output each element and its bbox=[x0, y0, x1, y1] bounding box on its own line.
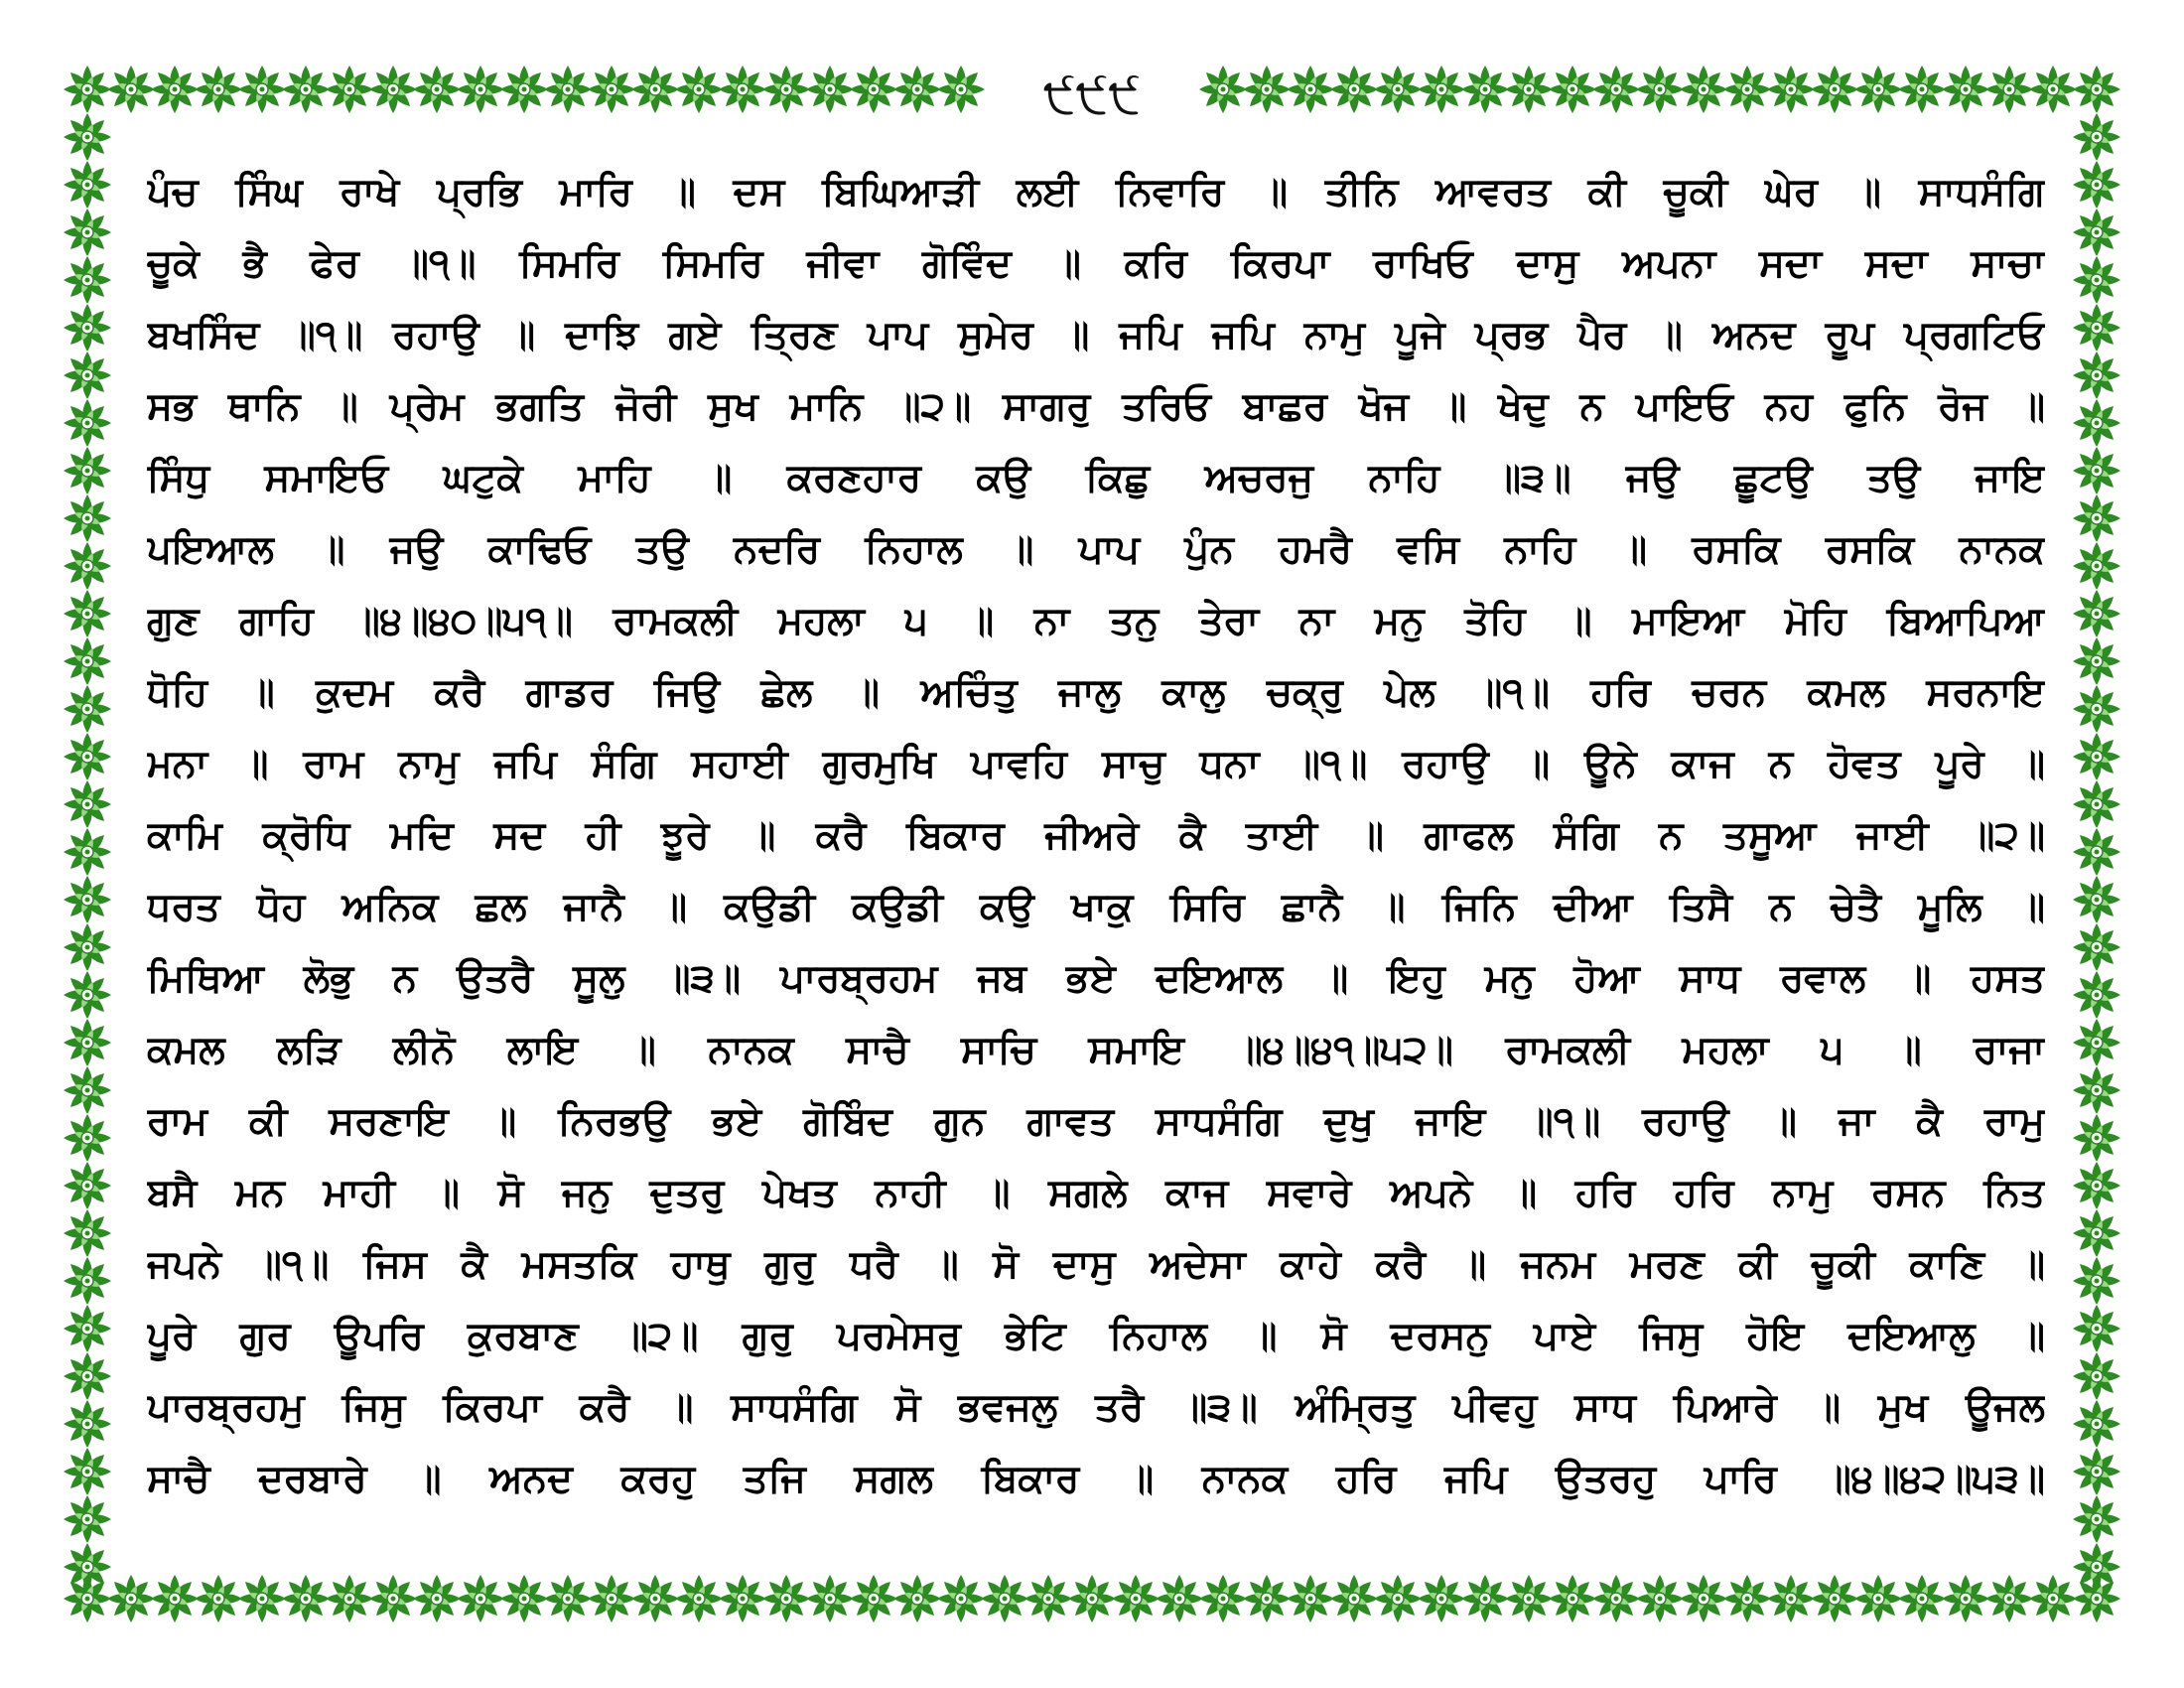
flower-icon bbox=[238, 66, 286, 113]
flower-icon bbox=[2073, 1495, 2120, 1543]
text-line: ਪੰਚ ਸਿੰਘ ਰਾਖੇ ਪ੍ਰਭਿ ਮਾਰਿ ॥ ਦਸ ਬਿਘਿਆੜੀ ਲਈ ਨਿਵਾਰਿ ॥ ਤੀਨਿ ਆਵਰਤ ਕੀ ਚੂਕੀ ਘੇਰ ॥ ਸਾਧਸੰਗਿ bbox=[147, 170, 2045, 214]
flower-icon bbox=[1199, 1575, 1247, 1622]
text-line: ਸਭ ਥਾਨਿ ॥ ਪ੍ਰੇਮ ਭਗਤਿ ਜੋਰੀ ਸੁਖ ਮਾਨਿ ॥੨॥ ਸਾਗਰੁ ਤਰਿਓ ਬਾਛਰ ਖੋਜ ॥ ਖੇਦੁ ਨ ਪਾਇਓ ਨਹ ਫੁਨਿ ਰੋਜ ॥ bbox=[147, 384, 2045, 429]
text-line: ਰਾਮ ਕੀ ਸਰਣਾਇ ॥ ਨਿਰਭਉ ਭਏ ਗੋਬਿੰਦ ਗੁਨ ਗਾਵਤ ਸਾਧਸੰਗਿ ਦੁਖੁ ਜਾਇ ॥੧॥ ਰਹਾਉ ॥ ਜਾ ਕੈ ਰਾਮੁ bbox=[147, 1099, 2045, 1144]
flower-icon bbox=[1418, 66, 1465, 113]
text-line: ਜਪਨੇ ॥੧॥ ਜਿਸ ਕੈ ਮਸਤਕਿ ਹਾਥੁ ਗੁਰੁ ਧਰੈ ॥ ਸੋ ਦਾਸੁ ਅਦੇਸਾ ਕਾਹੇ ਕਰੈ ॥ ਜਨਮ ਮਰਣ ਕੀ ਚੂਕੀ ਕਾਣਿ ॥ bbox=[147, 1242, 2045, 1287]
flower-icon bbox=[2073, 1400, 2120, 1448]
flower-icon bbox=[2073, 1066, 2120, 1114]
flower-icon bbox=[64, 304, 111, 352]
flower-icon bbox=[2073, 447, 2120, 494]
flower-icon bbox=[2073, 1257, 2120, 1305]
text-line: ਪਾਰਬ੍ਰਹਮੁ ਜਿਸੁ ਕਿਰਪਾ ਕਰੈ ॥ ਸਾਧਸੰਗਿ ਸੋ ਭਵਜਲੁ ਤਰੈ ॥੩॥ ਅੰਮ੍ਰਿਤੁ ਪੀਵਹੁ ਸਾਧ ਪਿਆਰੇ ॥ ਮੁਖ ਊਜਲ bbox=[147, 1385, 2045, 1430]
flower-icon bbox=[369, 66, 417, 113]
text-line: ਪੂਰੇ ਗੁਰ ਊਪਰਿ ਕੁਰਬਾਣ ॥੨॥ ਗੁਰੁ ਪਰਮੇਸਰੁ ਭੇਟਿ ਨਿਹਾਲ ॥ ਸੋ ਦਰਸਨੁ ਪਾਏ ਜਿਸੁ ਹੋਇ ਦਇਆਲੁ ॥ bbox=[147, 1314, 2045, 1358]
flower-icon bbox=[1811, 66, 1858, 113]
flower-icon bbox=[64, 352, 111, 399]
flower-icon bbox=[1636, 1575, 1684, 1622]
flower-icon bbox=[1243, 1575, 1291, 1622]
text-line: ਚੂਕੇ ਭੈ ਫੇਰ ॥੧॥ ਸਿਮਰਿ ਸਿਮਰਿ ਜੀਵਾ ਗੋਵਿੰਦ ॥ ਕਰਿ ਕਿਰਪਾ ਰਾਖਿਓ ਦਾਸੁ ਅਪਨਾ ਸਦਾ ਸਦਾ ਸਾਚਾ bbox=[147, 241, 2045, 286]
text-line: ਸਾਚੈ ਦਰਬਾਰੇ ॥ ਅਨਦ ਕਰਹੁ ਤਜਿ ਸਗਲ ਬਿਕਾਰ ॥ ਨਾਨਕ ਹਰਿ ਜਪਿ ਉਤਰਹੁ ਪਾਰਿ ॥੪॥੪੨॥੫੩॥ bbox=[147, 1457, 2045, 1501]
flower-icon bbox=[2073, 113, 2120, 161]
flower-icon bbox=[64, 1352, 111, 1400]
flower-icon bbox=[2073, 1543, 2120, 1591]
flower-icon bbox=[2073, 542, 2120, 590]
flower-icon bbox=[675, 66, 723, 113]
flower-icon bbox=[1592, 1575, 1640, 1622]
text-line: ਧੋਹਿ ॥ ਕੁਦਮ ਕਰੈ ਗਾਡਰ ਜਿਉ ਛੇਲ ॥ ਅਚਿੰਤੁ ਜਾਲੁ ਕਾਲੁ ਚਕ੍ਰੁ ਪੇਲ ॥੧॥ ਹਰਿ ਚਰਨ ਕਮਲ ਸਰਨਾਇ bbox=[147, 670, 2045, 715]
flower-icon bbox=[64, 1305, 111, 1352]
flower-icon bbox=[2029, 66, 2077, 113]
flower-icon bbox=[2073, 590, 2120, 637]
flower-icon bbox=[1680, 1575, 1727, 1622]
flower-icon bbox=[2073, 1162, 2120, 1209]
flower-icon bbox=[762, 1575, 810, 1622]
flower-icon bbox=[675, 1575, 723, 1622]
flower-icon bbox=[981, 1575, 1028, 1622]
flower-icon bbox=[2073, 66, 2120, 113]
text-line: ਕਾਮਿ ਕ੍ਰੋਧਿ ਮਦਿ ਸਦ ਹੀ ਝੂਰੇ ॥ ਕਰੈ ਬਿਕਾਰ ਜੀਅਰੇ ਕੈ ਤਾਈ ॥ ਗਾਫਲ ਸੰਗਿ ਨ ਤਸੂਆ ਜਾਈ ॥੨॥ bbox=[147, 813, 2045, 858]
flower-icon bbox=[64, 590, 111, 637]
flower-icon bbox=[64, 733, 111, 780]
flower-icon bbox=[326, 1575, 373, 1622]
flower-icon bbox=[1505, 1575, 1553, 1622]
flower-icon bbox=[588, 1575, 635, 1622]
text-line: ਮਨਾ ॥ ਰਾਮ ਨਾਮੁ ਜਪਿ ਸੰਗਿ ਸਹਾਈ ਗੁਰਮੁਖਿ ਪਾਵਹਿ ਸਾਚੁ ਧਨਾ ॥੧॥ ਰਹਾਉ ॥ ਊਨੇ ਕਾਜ ਨ ਹੋਵਤ ਪੂਰੇ ॥ bbox=[147, 742, 2045, 786]
text-line: ਗੁਣ ਗਾਹਿ ॥੪॥੪੦॥੫੧॥ ਰਾਮਕਲੀ ਮਹਲਾ ੫ ॥ ਨਾ ਤਨੁ ਤੇਰਾ ਨਾ ਮਨੁ ਤੋਹਿ ॥ ਮਾਇਆ ਮੋਹਿ ਬਿਆਪਿਆ bbox=[147, 599, 2045, 643]
flower-icon bbox=[64, 161, 111, 209]
flower-icon bbox=[850, 66, 897, 113]
flower-icon bbox=[64, 447, 111, 494]
flower-icon bbox=[64, 1114, 111, 1162]
page-number: ੯੯੯ bbox=[1032, 56, 1152, 135]
flower-icon bbox=[2073, 637, 2120, 685]
flower-icon bbox=[64, 780, 111, 828]
flower-icon bbox=[1374, 1575, 1422, 1622]
flower-icon bbox=[631, 1575, 679, 1622]
flower-icon bbox=[1287, 66, 1334, 113]
text-line: ਬਸੈ ਮਨ ਮਾਹੀ ॥ ਸੋ ਜਨੁ ਦੁਤਰੁ ਪੇਖਤ ਨਾਹੀ ॥ ਸਗਲੇ ਕਾਜ ਸਵਾਰੇ ਅਪਨੇ ॥ ਹਰਿ ਹਰਿ ਨਾਮੁ ਰਸਨ ਨਿਤ bbox=[147, 1171, 2045, 1215]
flower-icon bbox=[631, 66, 679, 113]
flower-icon bbox=[1243, 66, 1291, 113]
flower-icon bbox=[2073, 352, 2120, 399]
flower-icon bbox=[893, 1575, 941, 1622]
flower-icon bbox=[64, 923, 111, 971]
flower-icon bbox=[1723, 1575, 1771, 1622]
flower-icon bbox=[1898, 66, 1946, 113]
flower-icon bbox=[1985, 66, 2033, 113]
flower-icon bbox=[64, 399, 111, 447]
flower-icon bbox=[151, 1575, 199, 1622]
flower-icon bbox=[2073, 1448, 2120, 1495]
flower-icon bbox=[2073, 256, 2120, 304]
flower-icon bbox=[2073, 780, 2120, 828]
flower-icon bbox=[2073, 494, 2120, 542]
flower-icon bbox=[2073, 1209, 2120, 1257]
flower-icon bbox=[500, 66, 548, 113]
flower-icon bbox=[1199, 66, 1247, 113]
flower-icon bbox=[2073, 1114, 2120, 1162]
flower-icon bbox=[413, 1575, 461, 1622]
flower-icon bbox=[64, 256, 111, 304]
flower-icon bbox=[806, 1575, 854, 1622]
text-line: ਬਖਸਿੰਦ ॥੧॥ ਰਹਾਉ ॥ ਦਾਝਿ ਗਏ ਤ੍ਰਿਣ ਪਾਪ ਸੁਮੇਰ ॥ ਜਪਿ ਜਪਿ ਨਾਮੁ ਪੂਜੇ ਪ੍ਰਭ ਪੈਰ ॥ ਅਨਦ ਰੂਪ ਪ੍ਰਗਟਿਓ bbox=[147, 313, 2045, 357]
flower-icon bbox=[719, 1575, 766, 1622]
flower-icon bbox=[2073, 1352, 2120, 1400]
flower-icon bbox=[64, 1066, 111, 1114]
flower-icon bbox=[1505, 66, 1553, 113]
flower-icon bbox=[64, 1162, 111, 1209]
flower-icon bbox=[1287, 1575, 1334, 1622]
flower-icon bbox=[107, 1575, 155, 1622]
flower-icon bbox=[64, 1209, 111, 1257]
flower-icon bbox=[2073, 1305, 2120, 1352]
flower-icon bbox=[937, 1575, 985, 1622]
text-line: ਧਰਤ ਧੋਹ ਅਨਿਕ ਛਲ ਜਾਨੈ ॥ ਕਉਡੀ ਕਉਡੀ ਕਉ ਖਾਕੁ ਸਿਰਿ ਛਾਨੈ ॥ ਜਿਨਿ ਦੀਆ ਤਿਸੈ ਨ ਚੇਤੈ ਮੂਲਿ ॥ bbox=[147, 885, 2045, 929]
flower-icon bbox=[2029, 1575, 2077, 1622]
flower-icon bbox=[1112, 1575, 1160, 1622]
flower-icon bbox=[151, 66, 199, 113]
flower-icon bbox=[1767, 66, 1815, 113]
flower-icon bbox=[1461, 66, 1509, 113]
flower-icon bbox=[64, 971, 111, 1019]
flower-icon bbox=[2073, 733, 2120, 780]
flower-icon bbox=[893, 66, 941, 113]
flower-icon bbox=[2073, 399, 2120, 447]
flower-icon bbox=[64, 1448, 111, 1495]
flower-icon bbox=[1156, 1575, 1203, 1622]
flower-icon bbox=[1723, 66, 1771, 113]
flower-icon bbox=[64, 1257, 111, 1305]
flower-icon bbox=[64, 113, 111, 161]
flower-icon bbox=[238, 1575, 286, 1622]
flower-icon bbox=[1330, 1575, 1378, 1622]
flower-icon bbox=[544, 66, 592, 113]
flower-icon bbox=[369, 1575, 417, 1622]
flower-icon bbox=[64, 685, 111, 733]
flower-icon bbox=[806, 66, 854, 113]
flower-icon bbox=[1418, 1575, 1465, 1622]
flower-icon bbox=[2073, 876, 2120, 923]
flower-icon bbox=[326, 66, 373, 113]
flower-icon bbox=[2073, 304, 2120, 352]
flower-icon bbox=[413, 66, 461, 113]
flower-icon bbox=[1374, 66, 1422, 113]
flower-icon bbox=[64, 1400, 111, 1448]
flower-icon bbox=[2073, 161, 2120, 209]
flower-icon bbox=[1068, 1575, 1116, 1622]
gurbani-text-block bbox=[147, 161, 2045, 1531]
flower-icon bbox=[1767, 1575, 1815, 1622]
flower-icon bbox=[1854, 66, 1902, 113]
flower-icon bbox=[719, 66, 766, 113]
flower-icon bbox=[1680, 66, 1727, 113]
flower-icon bbox=[282, 1575, 330, 1622]
flower-icon bbox=[107, 66, 155, 113]
flower-icon bbox=[195, 1575, 242, 1622]
flower-icon bbox=[850, 1575, 897, 1622]
flower-icon bbox=[64, 1543, 111, 1591]
flower-icon bbox=[457, 1575, 504, 1622]
flower-icon bbox=[937, 66, 985, 113]
flower-icon bbox=[1854, 1575, 1902, 1622]
flower-icon bbox=[1942, 1575, 1989, 1622]
flower-icon bbox=[1461, 1575, 1509, 1622]
flower-icon bbox=[2073, 685, 2120, 733]
text-line: ਪਇਆਲ ॥ ਜਉ ਕਾਢਿਓ ਤਉ ਨਦਰਿ ਨਿਹਾਲ ॥ ਪਾਪ ਪੁੰਨ ਹਮਰੈ ਵਸਿ ਨਾਹਿ ॥ ਰਸਕਿ ਰਸਕਿ ਨਾਨਕ bbox=[147, 527, 2045, 572]
flower-icon bbox=[457, 66, 504, 113]
flower-icon bbox=[64, 1019, 111, 1066]
flower-icon bbox=[2073, 923, 2120, 971]
flower-icon bbox=[762, 66, 810, 113]
flower-icon bbox=[2073, 828, 2120, 876]
flower-icon bbox=[1549, 66, 1596, 113]
flower-icon bbox=[64, 876, 111, 923]
flower-icon bbox=[64, 66, 111, 113]
flower-icon bbox=[544, 1575, 592, 1622]
flower-icon bbox=[64, 637, 111, 685]
flower-icon bbox=[64, 494, 111, 542]
flower-icon bbox=[1898, 1575, 1946, 1622]
flower-icon bbox=[1985, 1575, 2033, 1622]
flower-icon bbox=[1549, 1575, 1596, 1622]
flower-icon bbox=[1024, 1575, 1072, 1622]
flower-icon bbox=[588, 66, 635, 113]
flower-icon bbox=[2073, 209, 2120, 256]
flower-icon bbox=[282, 66, 330, 113]
flower-icon bbox=[1636, 66, 1684, 113]
flower-icon bbox=[195, 66, 242, 113]
text-line: ਕਮਲ ਲੜਿ ਲੀਨੋ ਲਾਇ ॥ ਨਾਨਕ ਸਾਚੈ ਸਾਚਿ ਸਮਾਇ ॥੪॥੪੧॥੫੨॥ ਰਾਮਕਲੀ ਮਹਲਾ ੫ ॥ ਰਾਜਾ bbox=[147, 1028, 2045, 1072]
flower-icon bbox=[2073, 971, 2120, 1019]
text-line: ਮਿਥਿਆ ਲੋਭੁ ਨ ਉਤਰੈ ਸੂਲੁ ॥੩॥ ਪਾਰਬ੍ਰਹਮ ਜਬ ਭਏ ਦਇਆਲ ॥ ਇਹੁ ਮਨੁ ਹੋਆ ਸਾਧ ਰਵਾਲ ॥ ਹਸਤ bbox=[147, 956, 2045, 1001]
flower-icon bbox=[64, 209, 111, 256]
flower-icon bbox=[500, 1575, 548, 1622]
flower-icon bbox=[2073, 1019, 2120, 1066]
text-line: ਸਿੰਧੁ ਸਮਾਇਓ ਘਟੁਕੇ ਮਾਹਿ ॥ ਕਰਣਹਾਰ ਕਉ ਕਿਛੁ ਅਚਰਜੁ ਨਾਹਿ ॥੩॥ ਜਉ ਛੂਟਉ ਤਉ ਜਾਇ bbox=[147, 456, 2045, 500]
flower-icon bbox=[64, 542, 111, 590]
flower-icon bbox=[1811, 1575, 1858, 1622]
flower-icon bbox=[64, 1495, 111, 1543]
flower-icon bbox=[1330, 66, 1378, 113]
flower-icon bbox=[64, 828, 111, 876]
flower-icon bbox=[1592, 66, 1640, 113]
flower-icon bbox=[1942, 66, 1989, 113]
